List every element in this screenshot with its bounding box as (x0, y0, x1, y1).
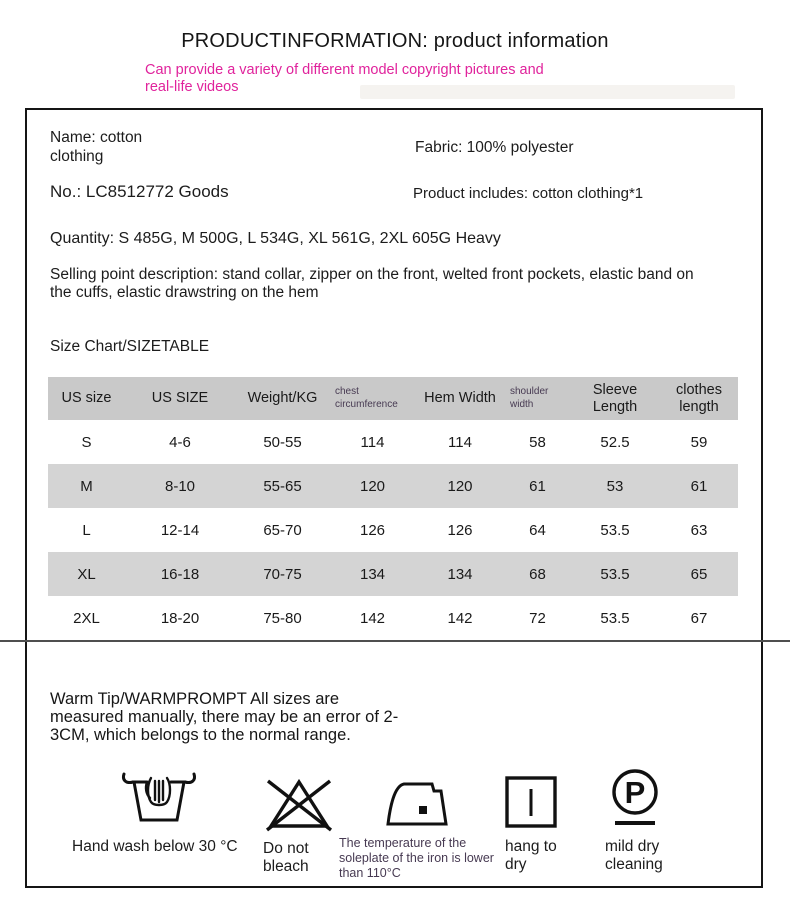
cell: L (82, 521, 91, 539)
cell: 50-55 (263, 433, 302, 451)
cell: 67 (690, 609, 708, 627)
iron-low-temp-icon (383, 778, 451, 830)
col-header-us-size: US size (61, 390, 112, 407)
cell: 70-75 (263, 565, 302, 583)
selling-point-description: Selling point description: stand collar, zipper on the front, welted front pockets, elastic band on the cuffs, elastic drawstring on the hem (50, 266, 694, 301)
table-row-xl (48, 552, 738, 596)
cell: 12-14 (160, 521, 200, 539)
do-not-bleach-label: Do not bleach (263, 840, 309, 875)
col-header-hem-width: Hem Width (424, 390, 496, 407)
hand-wash-label: Hand wash below 30 °C (72, 838, 238, 855)
hand-wash-icon (118, 768, 200, 830)
cell: 2XL (73, 609, 100, 627)
cell: 53.5 (600, 521, 630, 539)
product-includes: Product includes: cotton clothing*1 (413, 185, 644, 202)
cell: 126 (447, 521, 473, 539)
cell: 64 (529, 521, 546, 539)
page-title: PRODUCTINFORMATION: product information (181, 30, 609, 52)
cell: 4-6 (169, 433, 191, 451)
iron-low-temp-label: The temperature of the soleplate of the iron is lower than 110°C (339, 836, 494, 880)
cell: 16-18 (160, 565, 200, 583)
col-header-weight: Weight/KG (247, 390, 318, 407)
cell: 53.5 (600, 609, 630, 627)
col-header-us-size-range: US SIZE (151, 390, 209, 407)
product-quantity: Quantity: S 485G, M 500G, L 534G, XL 561G, 2XL 605G Heavy (50, 230, 501, 247)
col-header-chest: chest circumference (335, 386, 398, 410)
cell: 114 (360, 433, 385, 451)
cell: 59 (690, 433, 708, 451)
cell: 53 (606, 477, 624, 495)
cell: M (80, 477, 93, 495)
do-not-bleach-icon (263, 772, 335, 834)
col-header-shoulder: shoulder width (510, 386, 549, 410)
cell: 142 (359, 609, 386, 627)
size-table-header-row (48, 377, 738, 420)
cell: 18-20 (160, 609, 200, 627)
cell: 72 (529, 609, 546, 627)
cell: 142 (447, 609, 473, 627)
product-fabric: Fabric: 100% polyester (415, 139, 574, 156)
section-divider-line (0, 640, 790, 642)
product-name: Name: cotton clothing (50, 129, 143, 166)
col-header-sleeve-length: Sleeve Length (592, 381, 638, 415)
dry-clean-letter: P (624, 775, 646, 810)
cell: 63 (690, 521, 708, 539)
col-header-clothes-length: clothes length (676, 381, 722, 415)
cell: 8-10 (164, 477, 196, 495)
cell: 61 (529, 477, 546, 495)
size-chart-heading: Size Chart/SIZETABLE (50, 338, 210, 355)
cell: 65-70 (263, 521, 302, 539)
cell: XL (77, 565, 96, 583)
cell: 134 (447, 565, 473, 583)
faded-watermark (360, 85, 735, 99)
page-subtitle: Can provide a variety of different model copyright pictures and real-life videos (145, 62, 544, 96)
table-row-l (48, 508, 738, 552)
dry-clean-icon (605, 768, 665, 832)
cell: 120 (359, 477, 386, 495)
table-row-m (48, 464, 738, 508)
cell: 126 (359, 521, 386, 539)
table-row-s (48, 420, 738, 464)
cell: 114 (448, 433, 472, 451)
cell: S (81, 433, 92, 451)
cell: 120 (447, 477, 473, 495)
dry-clean-label: mild dry cleaning (605, 838, 663, 873)
hang-to-dry-label: hang to dry (505, 838, 557, 873)
cell: 134 (359, 565, 386, 583)
cell: 52.5 (600, 433, 630, 451)
table-row-2xl (48, 596, 738, 640)
cell: 53.5 (600, 565, 630, 583)
cell: 65 (690, 565, 708, 583)
warm-tip-text: Warm Tip/WARMPROMPT All sizes are measured manually, there may be an error of 2-3CM, which belongs to the normal range. (50, 690, 399, 745)
cell: 58 (529, 433, 546, 451)
cell: 55-65 (263, 477, 302, 495)
hang-to-dry-icon (503, 774, 559, 830)
size-table (48, 377, 738, 640)
cell: 61 (690, 477, 708, 495)
cell: 68 (529, 565, 546, 583)
cell: 75-80 (263, 609, 302, 627)
product-number: No.: LC8512772 Goods (50, 182, 229, 201)
product-info-box (25, 108, 763, 888)
